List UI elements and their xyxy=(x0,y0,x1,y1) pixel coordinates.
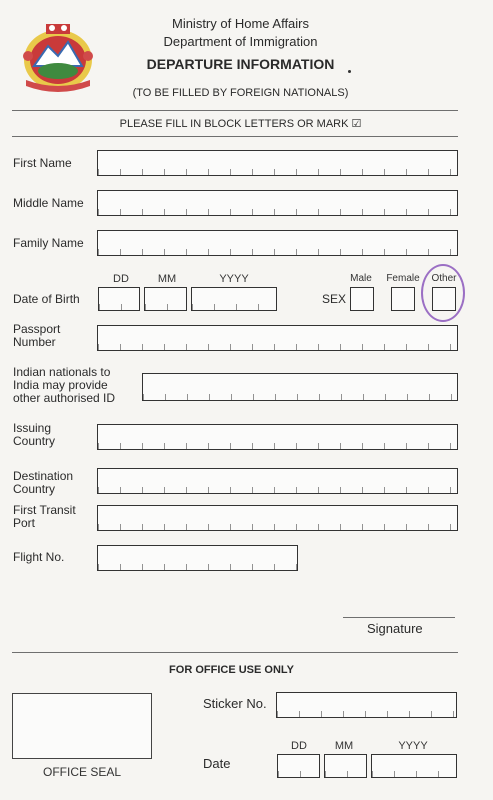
office-rule xyxy=(12,652,458,653)
first-name-input[interactable] xyxy=(97,150,458,176)
sex-female-caption: Female xyxy=(386,273,420,284)
office-mm-caption: MM xyxy=(334,740,354,752)
destination-country-label-line1: Destination xyxy=(13,469,74,483)
sticker-number-input[interactable] xyxy=(276,692,457,718)
form-subtitle: (TO BE FILLED BY FOREIGN NATIONALS) xyxy=(132,87,349,99)
ministry-heading: Ministry of Home Affairs xyxy=(171,16,310,31)
sex-label: SEX xyxy=(322,292,347,306)
transit-port-label-line1: First Transit xyxy=(13,503,76,517)
indian-id-label-line1: Indian nationals to xyxy=(13,365,111,379)
destination-country-input[interactable] xyxy=(97,468,458,494)
indian-id-label-line3: other authorised ID xyxy=(13,391,116,405)
instruction-text: PLEASE FILL IN BLOCK LETTERS OR MARK ☑ xyxy=(119,118,362,130)
office-date-yyyy-input[interactable] xyxy=(371,754,457,778)
signature-label: Signature xyxy=(367,621,423,636)
office-date-mm-input[interactable] xyxy=(324,754,367,778)
instruction-rule xyxy=(12,136,458,137)
middle-name-label: Middle Name xyxy=(13,196,84,210)
sex-other-caption: Other xyxy=(431,273,457,284)
authorised-id-input[interactable] xyxy=(142,373,458,401)
dob-yyyy-caption: YYYY xyxy=(219,273,249,285)
sticker-number-label: Sticker No. xyxy=(203,696,267,711)
office-date-label: Date xyxy=(203,756,231,771)
office-yyyy-caption: YYYY xyxy=(398,740,428,752)
indian-id-label-line2: India may provide xyxy=(13,378,108,392)
dob-mm-input[interactable] xyxy=(144,287,187,311)
family-name-input[interactable] xyxy=(97,230,458,256)
passport-number-input[interactable] xyxy=(97,325,458,351)
issuing-country-label-line2: Country xyxy=(13,434,56,448)
middle-name-input[interactable] xyxy=(97,190,458,216)
sex-female-checkbox[interactable] xyxy=(391,287,415,311)
dot-mark xyxy=(348,70,351,73)
sex-male-checkbox[interactable] xyxy=(350,287,374,311)
office-seal-box xyxy=(12,693,152,759)
flight-number-input[interactable] xyxy=(97,545,298,571)
dob-mm-caption: MM xyxy=(157,273,177,285)
form-title: DEPARTURE INFORMATION xyxy=(146,56,335,72)
dob-yyyy-input[interactable] xyxy=(191,287,277,311)
other-highlight-circle xyxy=(421,264,465,322)
office-use-heading: FOR OFFICE USE ONLY xyxy=(169,664,294,676)
issuing-country-label-line1: Issuing xyxy=(13,421,52,435)
sex-male-caption: Male xyxy=(350,273,372,284)
first-name-label: First Name xyxy=(13,156,72,170)
department-heading: Department of Immigration xyxy=(163,34,318,49)
header-rule xyxy=(12,110,458,111)
office-date-dd-input[interactable] xyxy=(277,754,320,778)
passport-label-line2: Number xyxy=(13,335,56,349)
issuing-country-input[interactable] xyxy=(97,424,458,450)
passport-label-line1: Passport xyxy=(13,322,61,336)
transit-port-input[interactable] xyxy=(97,505,458,531)
destination-country-label-line2: Country xyxy=(13,482,56,496)
office-dd-caption: DD xyxy=(291,740,307,752)
family-name-label: Family Name xyxy=(13,236,84,250)
dob-dd-caption: DD xyxy=(113,273,129,285)
dob-dd-input[interactable] xyxy=(98,287,140,311)
office-seal-label: OFFICE SEAL xyxy=(42,765,122,779)
flight-number-label: Flight No. xyxy=(13,550,65,564)
transit-port-label-line2: Port xyxy=(13,516,36,530)
signature-line xyxy=(343,617,455,618)
dob-label: Date of Birth xyxy=(13,292,80,306)
